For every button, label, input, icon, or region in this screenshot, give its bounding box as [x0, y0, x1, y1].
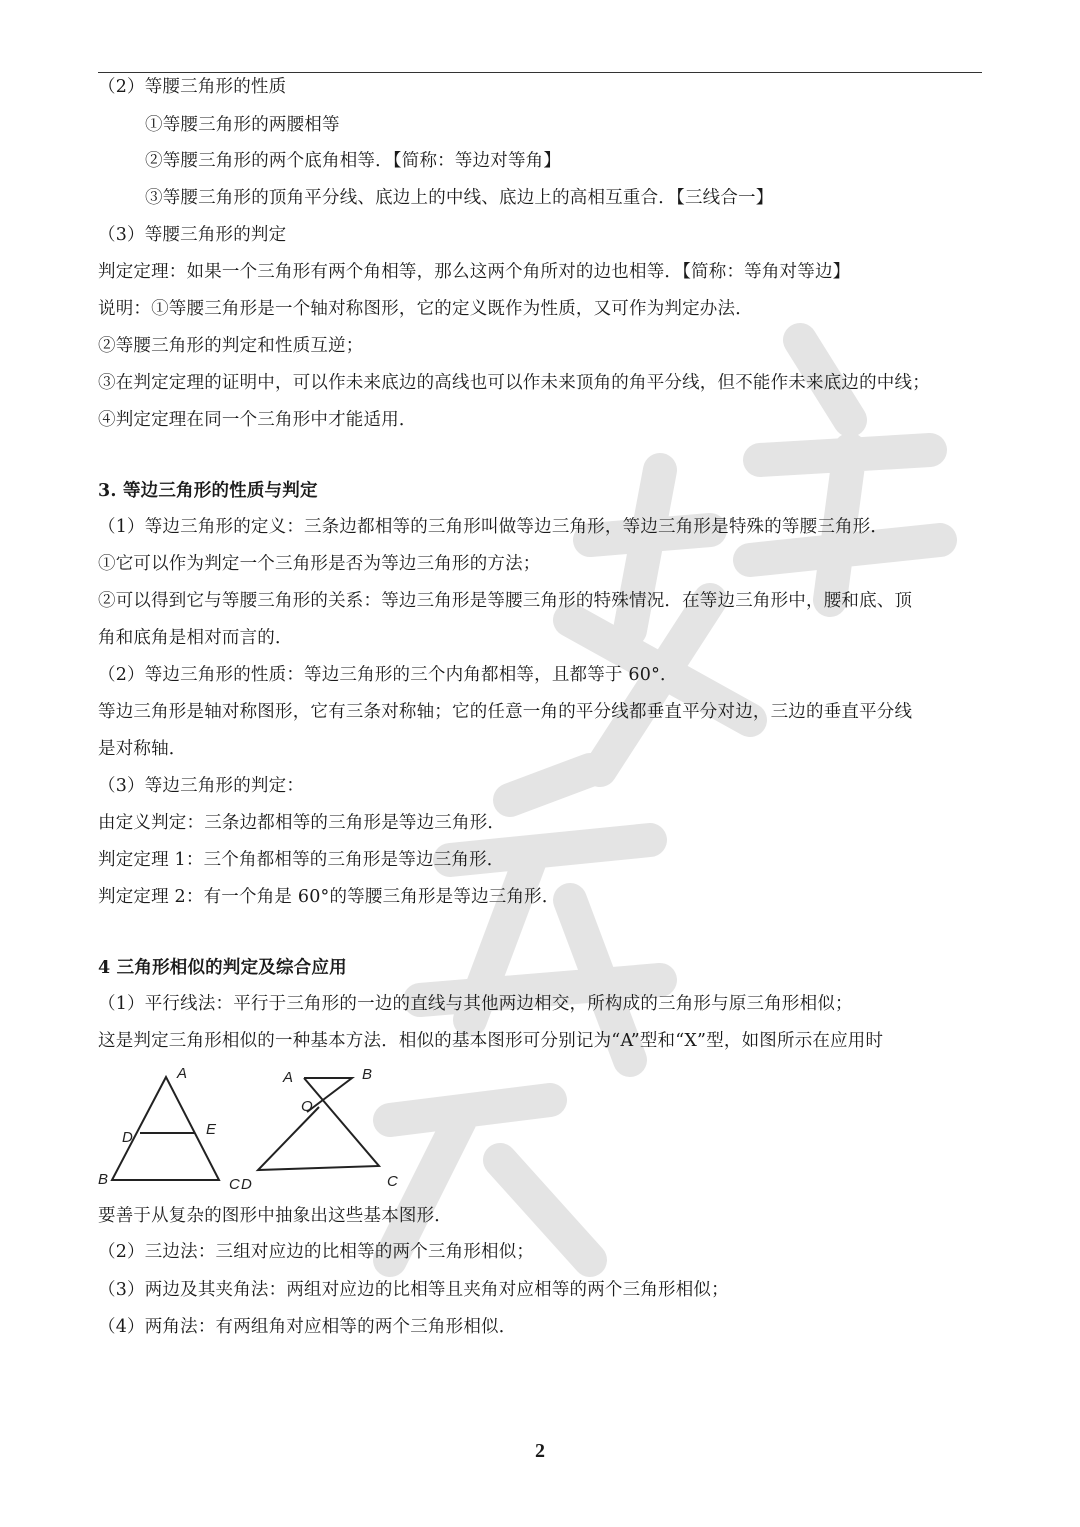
- text-line: 判定定理：如果一个三角形有两个角相等，那么这两个角所对的边也相等．【简称：等角对等边】: [98, 262, 851, 282]
- text-line: （1）平行线法：平行于三角形的一边的直线与其他两边相交，所构成的三角形与原三角形相似；: [98, 994, 853, 1014]
- text-line: ②可以得到它与等腰三角形的关系：等边三角形是等腰三角形的特殊情况．在等边三角形中，腰和底、顶: [98, 591, 913, 611]
- text-line: 角和底角是相对而言的．: [98, 628, 293, 648]
- text-line: （2）三边法：三组对应边的比相等的两个三角形相似；: [98, 1242, 535, 1262]
- text-line: ②等腰三角形的两个底角相等．【简称：等边对等角】: [145, 151, 562, 171]
- header-rule: [98, 72, 982, 73]
- text-line: 要善于从复杂的图形中抽象出这些基本图形．: [98, 1206, 452, 1226]
- text-line: （3）两边及其夹角法：两组对应边的比相等且夹角对应相等的两个三角形相似；: [98, 1280, 729, 1300]
- text-line: ①它可以作为判定一个三角形是否为等边三角形的方法；: [98, 554, 541, 574]
- label-a-C: C: [229, 1176, 240, 1193]
- text-line: （3）等边三角形的判定：: [98, 776, 305, 796]
- label-a-A: A: [177, 1065, 188, 1082]
- text-line: ③在判定定理的证明中，可以作未来底边的高线也可以作未来顶角的角平分线，但不能作未来底边的中线；: [98, 373, 930, 393]
- text-line: 是对称轴．: [98, 739, 187, 759]
- text-line: ②等腰三角形的判定和性质互逆；: [98, 336, 364, 356]
- label-x-O: O: [301, 1098, 313, 1115]
- text-line: ④判定定理在同一个三角形中才能适用．: [98, 410, 417, 430]
- text-line: 这是判定三角形相似的一种基本方法．相似的基本图形可分别记为“A”型和“X”型，如图所示在应用时: [98, 1031, 884, 1051]
- label-x-C: C: [387, 1173, 398, 1190]
- label-a-B: B: [98, 1171, 109, 1188]
- text-line: 等边三角形是轴对称图形，它有三条对称轴；它的任意一角的平分线都垂直平分对边，三边的垂直平分线: [98, 702, 913, 722]
- label-x-B: B: [362, 1066, 373, 1083]
- x-type-bottom-triangle: [258, 1078, 379, 1170]
- watermark-calligraphy: [330, 300, 970, 1300]
- text-line: ③等腰三角形的顶角平分线、底边上的中线、底边上的高相互重合．【三线合一】: [145, 188, 774, 208]
- text-line: （2）等腰三角形的性质: [98, 77, 287, 97]
- page-number: 2: [535, 1440, 545, 1462]
- label-x-D: D: [241, 1176, 252, 1193]
- label-x-A: A: [283, 1069, 294, 1086]
- text-line: 判定定理 1：三个角都相等的三角形是等边三角形．: [98, 850, 505, 870]
- similar-triangles-figure: [94, 1062, 424, 1194]
- text-line: （4）两角法：有两组角对应相等的两个三角形相似．: [98, 1317, 517, 1337]
- section-heading: 3. 等边三角形的性质与判定: [98, 481, 318, 501]
- label-a-E: E: [206, 1121, 217, 1138]
- label-a-D: D: [122, 1129, 133, 1146]
- text-line: 说明：①等腰三角形是一个轴对称图形，它的定义既作为性质，又可作为判定办法．: [98, 299, 753, 319]
- text-line: （2）等边三角形的性质：等边三角形的三个内角都相等，且都等于 60°．: [98, 665, 678, 685]
- text-line: 判定定理 2：有一个角是 60°的等腰三角形是等边三角形．: [98, 887, 560, 907]
- text-line: 由定义判定：三条边都相等的三角形是等边三角形．: [98, 813, 506, 833]
- text-line: （3）等腰三角形的判定: [98, 225, 287, 245]
- section-heading: 4 三角形相似的判定及综合应用: [98, 958, 347, 978]
- text-line: ①等腰三角形的两腰相等: [145, 115, 340, 135]
- text-line: （1）等边三角形的定义：三条边都相等的三角形叫做等边三角形，等边三角形是特殊的等腰三角形．: [98, 517, 889, 537]
